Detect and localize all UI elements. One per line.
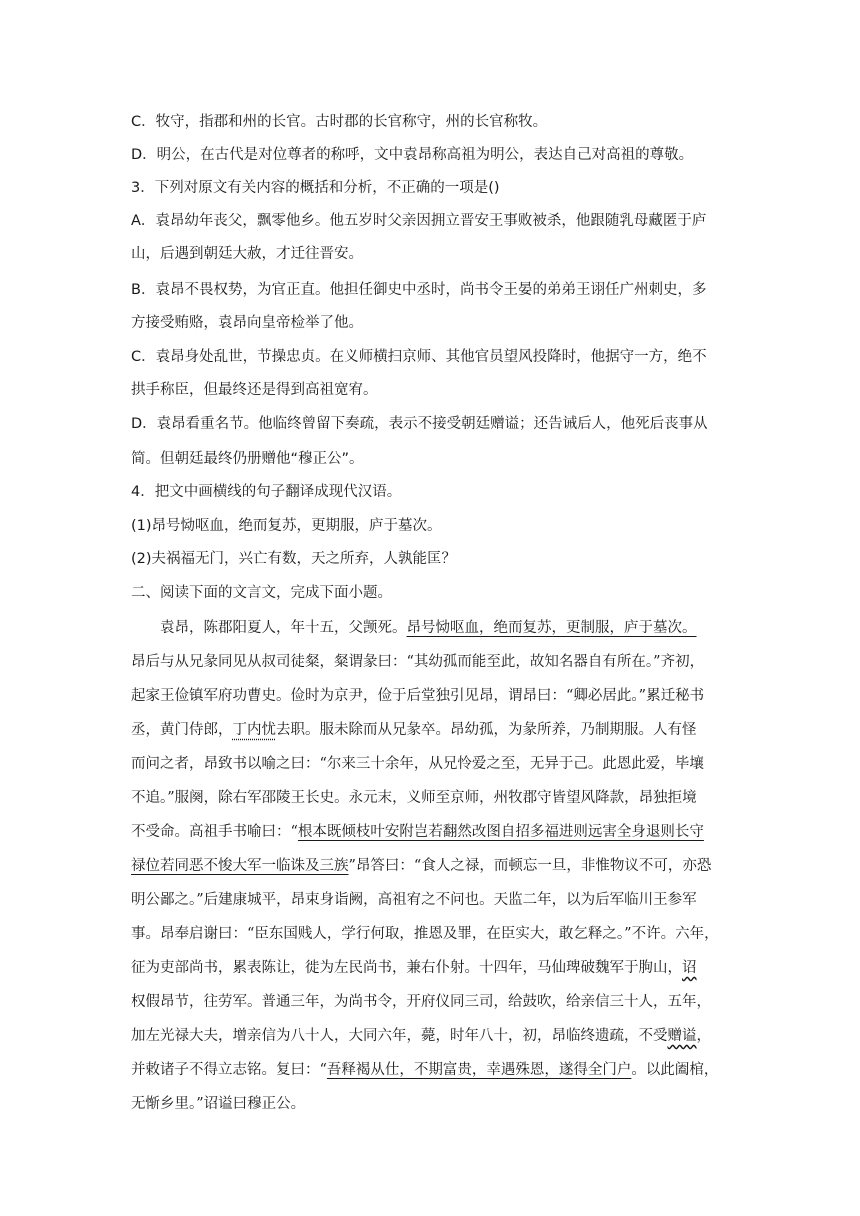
underlined-sentence-3: 吾释褐从仕，不期富贵，幸遇殊恩，遂得全门户 bbox=[326, 1062, 632, 1078]
passage-line-12: 权假昂节，往劳军。普通三年，为尚书令，开府仪同三司，给鼓吹，给亲信三十人，五年， bbox=[131, 994, 711, 1010]
option-d-line: D．明公，在古代是对位尊者的称呼，文中袁昂称高祖为明公，表达自己对高祖的尊敬。 bbox=[131, 147, 694, 163]
dotted-word: 丁内忧 bbox=[232, 722, 276, 738]
passage-text: ， bbox=[696, 1028, 711, 1044]
passage-line-2: 昂后与从兄彖同见从叔司徒粲，粲谓彖曰：“其幼孤而能至此，故知名器自有所在。”齐初， bbox=[131, 654, 705, 670]
passage-line-5: 而问之者，昂致书以喻之曰：“尔来三十余年，从兄怜爱之至，无异于己。此恩此爱，毕壤 bbox=[131, 756, 704, 772]
q3-option-c-cont: 拱手称臣，但最终还是得到高祖宽宥。 bbox=[131, 382, 378, 398]
passage-line-15: 无惭乡里。”诏谥曰穆正公。 bbox=[131, 1096, 306, 1112]
passage-text: 去职。服未除而从兄彖卒。昂幼孤，为彖所养，乃制期服。人有怪 bbox=[276, 722, 697, 738]
passage-text: 征为吏部尚书，累表陈让，徙为左民尚书，兼右仆射。十四年，马仙琕破魏军于朐山， bbox=[131, 960, 682, 976]
translate-item-2: (2)夫祸福无门，兴亡有数，天之所弃，人孰能匡？ bbox=[131, 551, 457, 567]
passage-text: ”昂答曰：“食人之禄，而顿忘一旦，非惟物议不可，亦恐 bbox=[348, 858, 712, 874]
passage-line-13 bbox=[131, 1026, 731, 1046]
passage-line-3: 起家王俭镇军府功曹史。俭时为京尹，俭于后堂独引见昂，谓昂曰：“卿必居此。”累迁秘书 bbox=[131, 688, 705, 704]
passage-line-7 bbox=[131, 822, 731, 842]
q3-option-a: A．袁昂幼年丧父，飘零他乡。他五岁时父亲因拥立晋安王事败被杀，他跟随乳母藏匿于庐 bbox=[131, 213, 707, 229]
passage-line-11 bbox=[131, 958, 731, 978]
passage-line-8 bbox=[131, 856, 731, 876]
underlined-sentence-2-cont: 禄位若同恶不悛大军一临诛及三族 bbox=[131, 858, 349, 874]
q3-option-b-cont: 方接受贿赂，袁昂向皇帝检举了他。 bbox=[131, 315, 363, 331]
passage-text: 不受命。高祖手书喻曰：“ bbox=[131, 824, 298, 840]
passage-text: 丞，黄门侍郎， bbox=[131, 722, 233, 738]
q3-option-c: C．袁昂身处乱世，节操忠贞。在义师横扫京师、其他官员望风投降时，他据守一方，绝不 bbox=[131, 349, 707, 365]
translate-item-1: (1)昂号恸呕血，绝而复苏，更期服，庐于墓次。 bbox=[131, 518, 442, 534]
underlined-sentence-2: 根本既倾枝叶安附岂若翻然改图自招多福进则远害全身退则长守 bbox=[297, 824, 704, 840]
passage-line-6: 不追。”服阕，除右军邵陵王长史。永元末，义师至京师，州牧郡守皆望风降款，昂独拒境 bbox=[131, 790, 697, 806]
passage-text: 。以此阖棺， bbox=[631, 1062, 719, 1078]
question-3: 3．下列对原文有关内容的概括和分析，不正确的一项是() bbox=[131, 180, 500, 196]
passage-line-1 bbox=[131, 618, 760, 638]
underlined-sentence-1: 昂号恸呕血，绝而复苏，更制服，庐于墓次。 bbox=[406, 620, 697, 636]
passage-line-4 bbox=[131, 720, 731, 740]
q3-option-d: D．袁昂看重名节。他临终曾留下奏疏，表示不接受朝廷赠谥；还告诫后人，他死后丧事从 bbox=[131, 416, 708, 432]
passage-text: 并敕诸子不得立志铭。复曰：“ bbox=[131, 1062, 327, 1078]
passage-text: 加左光禄大夫，增亲信为八十人，大同六年，薨，时年八十，初，昂临终遗疏，不受 bbox=[131, 1028, 668, 1044]
passage-line-14 bbox=[131, 1060, 731, 1080]
q3-option-a-cont: 山，后遇到朝廷大赦，才迁往晋安。 bbox=[131, 246, 363, 262]
passage-text: 袁昂，陈郡阳夏人，年十五，父𫖮死。 bbox=[160, 620, 407, 636]
question-4: 4．把文中画横线的句子翻译成现代汉语。 bbox=[131, 484, 402, 500]
passage-line-9: 明公鄙之。”后建康城平，昂束身诣阙，高祖宥之不问也。天监二年，以为后军临川王参军 bbox=[131, 892, 697, 908]
wavy-word: 赠谥 bbox=[667, 1028, 697, 1044]
passage-line-10: 事。昂奉启谢曰：“臣东国贱人，学行何取，推恩及罪，在臣实大，敢乞释之。”不许。六年， bbox=[131, 926, 719, 942]
section-2-heading: 二、阅读下面的文言文，完成下面小题。 bbox=[131, 585, 392, 601]
q3-option-d-cont: 简。但朝廷最终仍册赠他“穆正公”。 bbox=[131, 451, 364, 467]
option-c-line: C．牧守，指郡和州的长官。古时郡的长官称守，州的长官称牧。 bbox=[131, 114, 548, 130]
wavy-word: 诏 bbox=[682, 960, 697, 976]
q3-option-b: B．袁昂不畏权势，为官正直。他担任御史中丞时，尚书令王晏的弟弟王诩任广州刺史，多 bbox=[131, 282, 707, 298]
